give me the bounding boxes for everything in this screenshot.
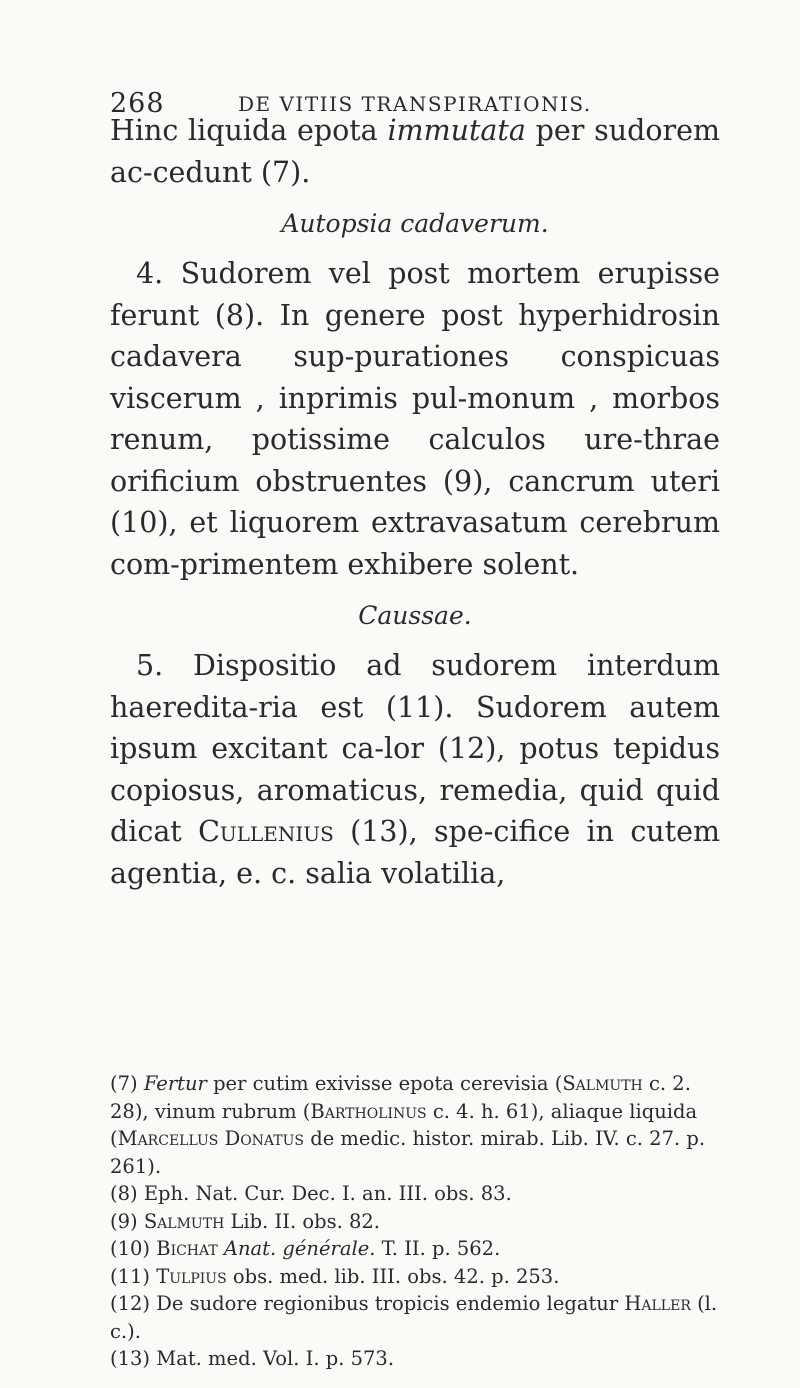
footnote-10 [110,1235,730,1263]
main-text [110,110,720,894]
footnote-7-author-3: Marcellus Donatus [117,1127,305,1150]
footnote-13: (13) Mat. med. Vol. I. p. 573. [110,1347,395,1370]
footnote-12-text: (12) De sudore regionibus tropicis endemio legatur [110,1292,625,1315]
footnote-9-number: (9) [110,1209,144,1233]
page-number: 268 [110,88,165,119]
footnote-7-text-d: de medic. histor. mirab. Lib. IV. c. 27. p. 261). [110,1127,706,1178]
para5-text-a: 5. Dispositio ad sudorem interdum haeredita-ria est (11). Sudorem autem ipsum excitant ca-lor (12), potus tepidus copiosus, aromaticus, remedia, quid quid dicat [110,649,720,848]
footnote-11-text: obs. med. lib. III. obs. 42. p. 253. [226,1264,560,1288]
paragraph-4: 4. Sudorem vel post mortem erupisse ferunt (8). In genere post hyperhidrosin cadavera sup-purationes conspicuas viscerum , inprimis pul-monum , morbos renum, potissime calculos ure-thrae orificium obstruentes (9), cancrum uteri (10), et liquorem extravasatum cerebrum com-primentem exhibere solent. [110,257,720,581]
para5-text-b: (13), spe-cifice in cutem agentia, e. c. salia volatilia, [110,815,720,890]
footnote-10-text: T. II. p. 562. [375,1237,501,1260]
footnote-9-author: Salmuth [143,1209,225,1233]
footnote-7 [110,1070,730,1180]
intro-text-a: Hinc liquida epota [110,114,388,147]
footnote-7-author-1: Salmuth [562,1072,643,1095]
footnote-11-number: (11) [110,1264,157,1288]
intro-paragraph [110,110,720,193]
footnote-7-emphasis: Fertur [143,1072,207,1095]
footnotes [110,1070,730,1373]
footnote-7-text-c: c. 4. h. 61), aliaque liquida ( [110,1099,698,1150]
footnote-7-author-2: Bartholinus [310,1099,427,1123]
footnote-7-text-b: c. 2. 28), vinum rubrum ( [110,1072,691,1123]
footnote-7-text-a: per cutim exivisse epota cerevisia ( [206,1072,563,1095]
running-title: DE VITIIS TRANSPIRATIONIS. [238,92,592,116]
subheading-autopsia: Autopsia cadaverum. [281,209,549,238]
intro-emphasis: immutata [387,114,526,147]
footnote-12 [110,1290,730,1345]
footnote-10-author: Bichat [156,1237,218,1260]
footnote-11 [110,1263,730,1291]
subheading-caussae: Caussae. [358,601,472,630]
footnote-9-text: Lib. II. obs. 82. [224,1209,380,1233]
footnote-10-number: (10) [110,1237,157,1260]
footnote-11-author: Tulpius [156,1264,227,1288]
intro-text-b: per sudorem ac-cedunt (7). [110,114,720,189]
footnote-10-title: Anat. générale. [217,1237,376,1260]
footnote-9 [110,1208,730,1236]
footnote-8: (8) Eph. Nat. Cur. Dec. I. an. III. obs. 83. [110,1182,512,1205]
footnote-7-number: (7) [110,1072,144,1095]
footnote-12-author: Haller [624,1292,691,1315]
paragraph-5 [110,645,720,894]
footnote-12-text-b: (l. c.). [110,1292,718,1343]
author-name-cullenius: Cullenius [198,815,334,848]
